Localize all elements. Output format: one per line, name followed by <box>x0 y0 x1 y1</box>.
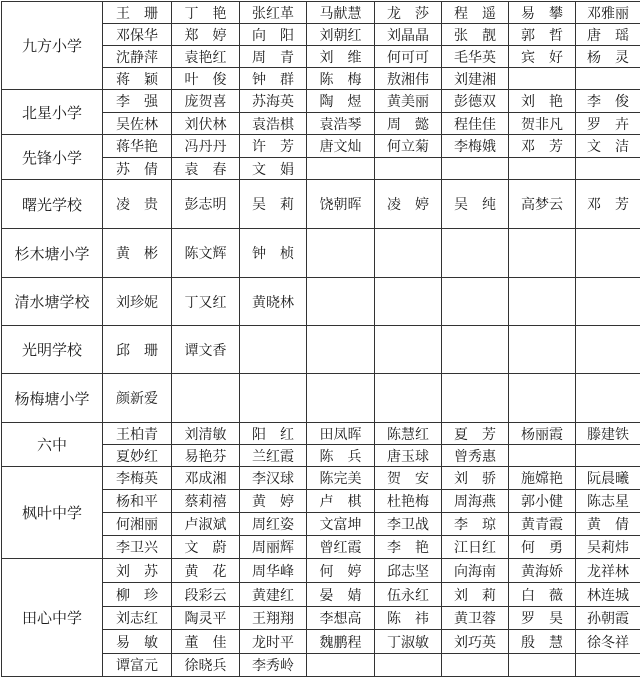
teacher-name-cell: 贺非凡 <box>509 113 576 135</box>
teacher-name-cell: 龙 莎 <box>375 2 442 24</box>
empty-cell <box>442 229 509 278</box>
teacher-name-cell: 刘志红 <box>103 607 172 630</box>
teacher-name-cell: 陶灵平 <box>172 607 240 630</box>
teacher-name-cell: 宾 好 <box>509 46 576 68</box>
teacher-name-cell: 刘 艳 <box>509 90 576 113</box>
teacher-name-cell: 龙祥林 <box>576 559 640 583</box>
teacher-name-cell: 王柏青 <box>103 423 172 445</box>
teacher-name-cell: 陈 兵 <box>307 445 375 467</box>
teacher-name-cell: 文 蔚 <box>172 536 240 559</box>
teacher-name-cell: 柳 珍 <box>103 583 172 607</box>
teacher-name-cell: 吴 莉 <box>240 180 307 229</box>
teacher-name-cell: 苏 倩 <box>103 158 172 180</box>
teacher-name-cell: 苏海英 <box>240 90 307 113</box>
teacher-name-cell: 何 勇 <box>509 536 576 559</box>
teacher-name-cell: 彭志明 <box>172 180 240 229</box>
empty-cell <box>307 158 375 180</box>
teacher-name-cell: 李 强 <box>103 90 172 113</box>
table-row <box>2 135 640 158</box>
teacher-name-cell: 李卫战 <box>375 513 442 536</box>
teacher-name-cell: 唐文灿 <box>307 135 375 158</box>
empty-cell <box>509 68 576 90</box>
teacher-name-cell: 刘伏林 <box>172 113 240 135</box>
teacher-name-cell: 夏妙红 <box>103 445 172 467</box>
empty-cell <box>576 278 640 326</box>
teacher-name-cell: 易 攀 <box>509 2 576 24</box>
teacher-name-cell: 王翔翔 <box>240 607 307 630</box>
empty-cell <box>576 326 640 374</box>
teacher-name-cell: 吴莉炜 <box>576 536 640 559</box>
teacher-name-cell: 黄晓林 <box>240 278 307 326</box>
teacher-name-cell: 周红姿 <box>240 513 307 536</box>
teacher-name-cell: 向海南 <box>442 559 509 583</box>
teacher-name-cell: 叶 俊 <box>172 68 240 90</box>
empty-cell <box>375 374 442 423</box>
table-row <box>2 423 640 445</box>
teacher-name-cell: 曾秀惠 <box>442 445 509 467</box>
teacher-name-cell: 冯丹丹 <box>172 135 240 158</box>
teacher-name-cell: 陈志星 <box>576 490 640 513</box>
teacher-name-cell: 江日红 <box>442 536 509 559</box>
table-row <box>2 467 640 490</box>
teacher-name-cell: 施嫦艳 <box>509 467 576 490</box>
teacher-name-cell: 邱 珊 <box>103 326 172 374</box>
teacher-name-cell: 周 青 <box>240 46 307 68</box>
teacher-name-cell: 李 琼 <box>442 513 509 536</box>
teacher-name-cell: 高梦云 <box>509 180 576 229</box>
school-name-cell: 先锋小学 <box>2 135 103 180</box>
teacher-name-cell: 程 遥 <box>442 2 509 24</box>
teacher-name-cell: 李卫兴 <box>103 536 172 559</box>
teacher-name-cell: 蒋华艳 <box>103 135 172 158</box>
teacher-name-cell: 陈文辉 <box>172 229 240 278</box>
empty-cell <box>509 654 576 677</box>
empty-cell <box>442 654 509 677</box>
table-row <box>2 180 640 229</box>
teacher-name-cell: 晏 婧 <box>307 583 375 607</box>
teacher-name-cell: 文 洁 <box>576 135 640 158</box>
empty-cell <box>576 445 640 467</box>
teacher-name-cell: 丁又红 <box>172 278 240 326</box>
teacher-name-cell: 黄 倩 <box>576 513 640 536</box>
teacher-name-cell: 陈 祎 <box>375 607 442 630</box>
roster-table <box>1 1 640 677</box>
teacher-name-cell: 庞贺喜 <box>172 90 240 113</box>
table-row <box>2 229 640 278</box>
teacher-name-cell: 陈慧红 <box>375 423 442 445</box>
teacher-name-cell: 吴 纯 <box>442 180 509 229</box>
empty-cell <box>307 229 375 278</box>
empty-cell <box>375 326 442 374</box>
teacher-name-cell: 何立菊 <box>375 135 442 158</box>
teacher-name-cell: 敖湘伟 <box>375 68 442 90</box>
teacher-name-cell: 张 靓 <box>442 24 509 46</box>
teacher-name-cell: 邓 芳 <box>576 180 640 229</box>
table-row <box>2 278 640 326</box>
teacher-name-cell: 刘巧英 <box>442 630 509 654</box>
teacher-name-cell: 黄 婷 <box>240 490 307 513</box>
teacher-name-cell: 黄 彬 <box>103 229 172 278</box>
teacher-name-cell: 邱志坚 <box>375 559 442 583</box>
teacher-name-cell: 刘建湘 <box>442 68 509 90</box>
teacher-name-cell: 袁 春 <box>172 158 240 180</box>
empty-cell <box>240 374 307 423</box>
teacher-name-cell: 张红革 <box>240 2 307 24</box>
teacher-name-cell: 饶朝晖 <box>307 180 375 229</box>
teacher-name-cell: 刘清敏 <box>172 423 240 445</box>
teacher-name-cell: 邓雅丽 <box>576 2 640 24</box>
school-name-cell: 杉木塘小学 <box>2 229 103 278</box>
teacher-name-cell: 滕建铁 <box>576 423 640 445</box>
empty-cell <box>442 374 509 423</box>
teacher-name-cell: 孙朝霞 <box>576 607 640 630</box>
empty-cell <box>509 374 576 423</box>
teacher-name-cell: 董 佳 <box>172 630 240 654</box>
teacher-name-cell: 蔡莉禧 <box>172 490 240 513</box>
empty-cell <box>375 229 442 278</box>
teacher-name-cell: 丁淑敏 <box>375 630 442 654</box>
table-row <box>2 326 640 374</box>
teacher-name-cell: 田凤晖 <box>307 423 375 445</box>
teacher-name-cell: 唐 瑶 <box>576 24 640 46</box>
empty-cell <box>307 326 375 374</box>
empty-cell <box>240 326 307 374</box>
teacher-name-cell: 周丽辉 <box>240 536 307 559</box>
teacher-name-cell: 伍永红 <box>375 583 442 607</box>
teacher-name-cell: 杨丽霞 <box>509 423 576 445</box>
teacher-name-cell: 阳 红 <box>240 423 307 445</box>
teacher-name-cell: 袁浩棋 <box>240 113 307 135</box>
teacher-name-cell: 郭小健 <box>509 490 576 513</box>
teacher-name-cell: 黄 花 <box>172 559 240 583</box>
school-name-cell: 田心中学 <box>2 559 103 677</box>
table-row <box>2 2 640 24</box>
empty-cell <box>307 374 375 423</box>
teacher-name-cell: 唐玉球 <box>375 445 442 467</box>
empty-cell <box>375 278 442 326</box>
teacher-name-cell: 贺 安 <box>375 467 442 490</box>
teacher-name-cell: 殷 慧 <box>509 630 576 654</box>
teacher-name-cell: 毛华英 <box>442 46 509 68</box>
teacher-name-cell: 兰红霞 <box>240 445 307 467</box>
school-name-cell: 北星小学 <box>2 90 103 135</box>
empty-cell <box>509 158 576 180</box>
empty-cell <box>442 158 509 180</box>
teacher-name-cell: 林连城 <box>576 583 640 607</box>
empty-cell <box>509 326 576 374</box>
empty-cell <box>576 229 640 278</box>
teacher-name-cell: 谭文香 <box>172 326 240 374</box>
empty-cell <box>509 445 576 467</box>
teacher-name-cell: 易 敏 <box>103 630 172 654</box>
teacher-name-cell: 钟 桢 <box>240 229 307 278</box>
teacher-name-cell: 刘 骄 <box>442 467 509 490</box>
teacher-name-cell: 周华峰 <box>240 559 307 583</box>
empty-cell <box>576 68 640 90</box>
teacher-name-cell: 黄海娇 <box>509 559 576 583</box>
teacher-name-cell: 黄建红 <box>240 583 307 607</box>
teacher-name-cell: 凌 婷 <box>375 180 442 229</box>
teacher-name-cell: 周 懿 <box>375 113 442 135</box>
school-name-cell: 杨梅塘小学 <box>2 374 103 423</box>
teacher-name-cell: 罗 昊 <box>509 607 576 630</box>
teacher-name-cell: 杨和平 <box>103 490 172 513</box>
empty-cell <box>172 374 240 423</box>
teacher-name-cell: 杜艳梅 <box>375 490 442 513</box>
teacher-name-cell: 沈静萍 <box>103 46 172 68</box>
teacher-name-cell: 郑 婷 <box>172 24 240 46</box>
teacher-name-cell: 何可可 <box>375 46 442 68</box>
empty-cell <box>307 654 375 677</box>
teacher-name-cell: 刘朝红 <box>307 24 375 46</box>
teacher-name-cell: 陈 梅 <box>307 68 375 90</box>
teacher-name-cell: 邓保华 <box>103 24 172 46</box>
teacher-name-cell: 文富坤 <box>307 513 375 536</box>
empty-cell <box>509 278 576 326</box>
teacher-name-cell: 郭 哲 <box>509 24 576 46</box>
teacher-name-cell: 袁艳红 <box>172 46 240 68</box>
teacher-name-cell: 许 芳 <box>240 135 307 158</box>
teacher-name-cell: 彭德双 <box>442 90 509 113</box>
teacher-name-cell: 陶 煜 <box>307 90 375 113</box>
teacher-name-cell: 丁 艳 <box>172 2 240 24</box>
teacher-name-cell: 李 艳 <box>375 536 442 559</box>
table-row <box>2 374 640 423</box>
teacher-name-cell: 李梅英 <box>103 467 172 490</box>
empty-cell <box>307 278 375 326</box>
table-row <box>2 559 640 583</box>
teacher-name-cell: 卢 棋 <box>307 490 375 513</box>
teacher-name-cell: 王 珊 <box>103 2 172 24</box>
teacher-name-cell: 刘珍妮 <box>103 278 172 326</box>
empty-cell <box>442 326 509 374</box>
teacher-name-cell: 徐晓兵 <box>172 654 240 677</box>
teacher-name-cell: 蒋 颖 <box>103 68 172 90</box>
teacher-name-cell: 程佳佳 <box>442 113 509 135</box>
teacher-name-cell: 段彩云 <box>172 583 240 607</box>
teacher-name-cell: 谭富元 <box>103 654 172 677</box>
teacher-name-cell: 徐冬祥 <box>576 630 640 654</box>
teacher-name-cell: 罗 卉 <box>576 113 640 135</box>
teacher-name-cell: 邓成湘 <box>172 467 240 490</box>
teacher-name-cell: 钟 群 <box>240 68 307 90</box>
empty-cell <box>509 229 576 278</box>
school-name-cell: 枫叶中学 <box>2 467 103 559</box>
teacher-name-cell: 龙时平 <box>240 630 307 654</box>
teacher-name-cell: 向 阳 <box>240 24 307 46</box>
teacher-name-cell: 李 俊 <box>576 90 640 113</box>
empty-cell <box>375 654 442 677</box>
teacher-name-cell: 何湘丽 <box>103 513 172 536</box>
teacher-name-cell: 刘 莉 <box>442 583 509 607</box>
teacher-name-cell: 马献慧 <box>307 2 375 24</box>
teacher-name-cell: 凌 贵 <box>103 180 172 229</box>
teacher-name-cell: 夏 芳 <box>442 423 509 445</box>
table-row <box>2 90 640 113</box>
teacher-name-cell: 黄青霞 <box>509 513 576 536</box>
empty-cell <box>576 158 640 180</box>
teacher-name-cell: 卢淑斌 <box>172 513 240 536</box>
school-name-cell: 光明学校 <box>2 326 103 374</box>
school-name-cell: 清水塘学校 <box>2 278 103 326</box>
teacher-name-cell: 易艳芬 <box>172 445 240 467</box>
teacher-name-cell: 邓 芳 <box>509 135 576 158</box>
teacher-name-cell: 周海燕 <box>442 490 509 513</box>
school-name-cell: 六中 <box>2 423 103 467</box>
empty-cell <box>576 374 640 423</box>
teacher-name-cell: 杨 灵 <box>576 46 640 68</box>
teacher-name-cell: 陈完美 <box>307 467 375 490</box>
teacher-name-cell: 袁浩琴 <box>307 113 375 135</box>
teacher-name-cell: 李梅娥 <box>442 135 509 158</box>
teacher-name-cell: 何 婷 <box>307 559 375 583</box>
teacher-name-cell: 刘晶晶 <box>375 24 442 46</box>
teacher-name-cell: 刘 苏 <box>103 559 172 583</box>
teacher-name-cell: 文 娟 <box>240 158 307 180</box>
school-name-cell: 九方小学 <box>2 2 103 90</box>
teacher-name-cell: 曾红霞 <box>307 536 375 559</box>
teacher-name-cell: 刘 维 <box>307 46 375 68</box>
teacher-name-cell: 黄卫蓉 <box>442 607 509 630</box>
teacher-name-cell: 白 薇 <box>509 583 576 607</box>
empty-cell <box>375 158 442 180</box>
teacher-name-cell: 魏鹏程 <box>307 630 375 654</box>
teacher-name-cell: 阮晨曦 <box>576 467 640 490</box>
teacher-name-cell: 李想高 <box>307 607 375 630</box>
teacher-name-cell: 吴佐林 <box>103 113 172 135</box>
empty-cell <box>576 654 640 677</box>
teacher-name-cell: 李秀岭 <box>240 654 307 677</box>
empty-cell <box>442 278 509 326</box>
school-name-cell: 曙光学校 <box>2 180 103 229</box>
teacher-name-cell: 颜新爱 <box>103 374 172 423</box>
teacher-name-cell: 黄美丽 <box>375 90 442 113</box>
teacher-name-cell: 李汉球 <box>240 467 307 490</box>
